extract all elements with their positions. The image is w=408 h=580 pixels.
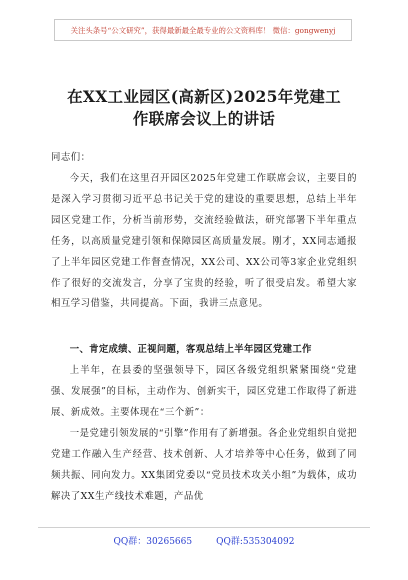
header-notice-text: 关注头条号“公文研究”，获得最新最全最专业的公文资料库！ 微信：gongwenyj xyxy=(70,25,336,35)
document-title-line-2: 作联席会议上的讲话 xyxy=(132,109,276,128)
document-title-line-1: 在XX工业园区(高新区)2025年党建工 xyxy=(67,87,341,106)
footer-divider xyxy=(38,527,370,528)
paragraph-summary: 上半年，在县委的坚强领导下，园区各级党组织紧紧围绕“党建强、发展强”的目标，主动作为、创新实干，园区党建工作取得了新进展、新成效。主要体现在“三个新”： xyxy=(51,365,357,418)
footer-qq-group-2: QQ群:535304092 xyxy=(216,537,295,547)
section-heading-1: 一、肯定成绩、正视问题，客观总结上半年园区党建工作 xyxy=(69,344,312,355)
paragraph-point-one: 一是党建引领发展的“引擎”作用有了新增强。各企业党组织自觉把党建工作融入生产经营、技术创新、人才培养等中心任务，做到了同频共振、同向发力。XX集团党委以“党员技术攻关小组”为载体，成功解决了XX生产线技术难题，产品优 xyxy=(51,428,357,502)
footer-qq-group-1: QQ群：30265665 xyxy=(113,537,193,547)
footer xyxy=(38,534,370,547)
header-notice-box xyxy=(54,19,352,41)
salutation: 同志们： xyxy=(51,152,91,163)
paragraph-intro: 今天，我们在这里召开园区2025年党建工作联席会议，主要目的是深入学习贯彻习近平总书记关于党的建设的重要思想，总结上半年园区党建工作，分析当前形势，交流经验做法，研究部署下半年重点任务，以高质量党建引领和保障园区高质量发展。刚才，XX同志通报了上半年园区党建工作督查情况，XX公司、XX公司等3家企业党组织作了很好的交流发言，分享了宝贵的经验，听了很受启发。希望大家相互学习借鉴，共同提高。下面，我讲三点意见。 xyxy=(51,173,357,310)
